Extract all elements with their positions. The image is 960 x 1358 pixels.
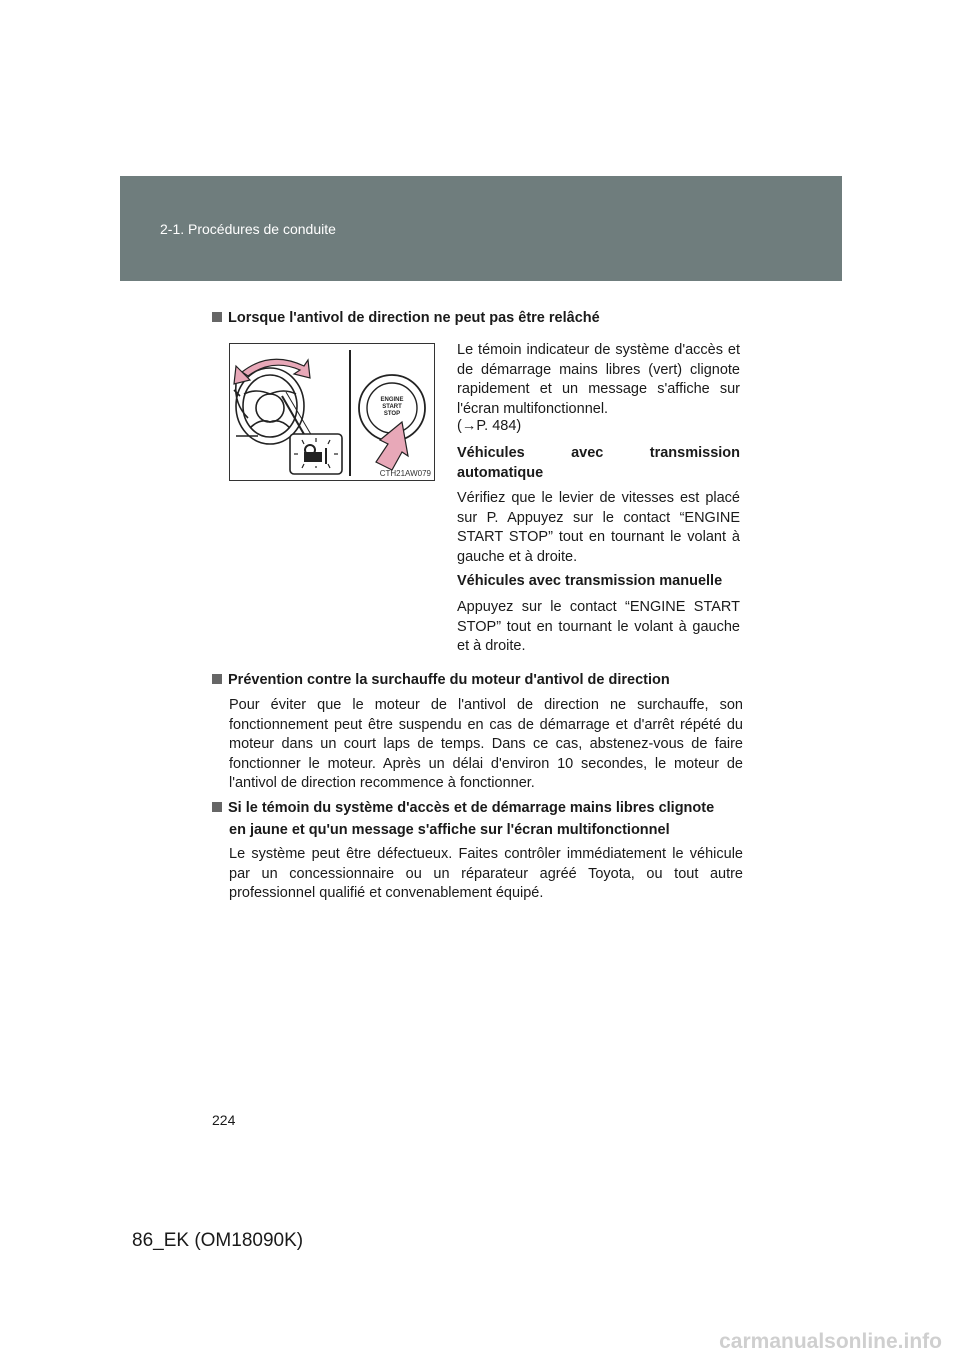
overheat-prevention-text: Pour éviter que le moteur de l'antivol de direction ne surchauffe, son fonctionnement peut être suspendu en cas de démarrage et d'arrêt répété du moteur dans un court laps de temps. Dans ce cas, abstenez-vous de faire fonctionner le moteur. Après un délai d'environ 10 secondes, le moteur de l'antivol de direction recommence à fonctionner. — [229, 697, 743, 792]
model-code: 86_EK (OM18090K) — [132, 1230, 304, 1251]
square-bullet-icon — [212, 802, 222, 812]
manual-transmission-text: Appuyez sur le contact “ENGINE START STOP” tout en tournant le volant à gauche et à droite. — [457, 599, 740, 655]
engine-button-text-3: STOP — [383, 411, 401, 417]
heading-indicator-yellow — [212, 798, 714, 819]
indicator-yellow-text: Le système peut être défectueux. Faites contrôler immédiatement le véhicule par un concessionnaire ou un réparateur agréé Toyota, ou tout autre professionnel qualifié et convenablement équipé. — [229, 846, 743, 902]
steering-lock-illustration — [229, 343, 435, 481]
heading-indicator-yellow-line2: en jaune et qu'un message s'affiche sur l'écran multifonctionnel — [229, 822, 670, 838]
section-title: 2-1. Procédures de conduite — [160, 221, 336, 237]
key-indicator-icon — [290, 434, 342, 474]
manual-transmission-heading: Véhicules avec transmission manuelle — [457, 573, 723, 589]
heading-steering-lock-text: Lorsque l'antivol de direction ne peut pas être relâché — [228, 310, 600, 326]
heading-overheat-prevention — [212, 670, 670, 691]
page-reference: (→P. 484) — [457, 418, 522, 434]
engine-button-text-1: ENGINE — [380, 397, 404, 403]
watermark: carmanualsonline.info — [719, 1330, 942, 1353]
automatic-transmission-text: Vérifiez que le levier de vitesses est placé sur P. Appuyez sur le contact “ENGINE START STOP” tout en tournant le volant à gauche et à droite. — [457, 490, 740, 565]
indicator-intro-text: Le témoin indicateur de système d'accès et de démarrage mains libres (vert) clignote rapidement et un message s'affiche sur l'écran multifonctionnel. — [457, 342, 740, 417]
automatic-transmission-heading: Véhicules avec transmission automatique — [457, 445, 740, 481]
heading-steering-lock — [212, 308, 600, 329]
heading-overheat-prevention-text: Prévention contre la surchauffe du moteur d'antivol de direction — [228, 672, 670, 688]
heading-indicator-yellow-line1: Si le témoin du système d'accès et de démarrage mains libres clignote — [228, 800, 715, 816]
square-bullet-icon — [212, 674, 222, 684]
figure-code: CTH21AW079 — [379, 469, 431, 478]
engine-button-text-2: START — [382, 404, 402, 410]
page-number: 224 — [212, 1112, 236, 1128]
square-bullet-icon — [212, 312, 222, 322]
